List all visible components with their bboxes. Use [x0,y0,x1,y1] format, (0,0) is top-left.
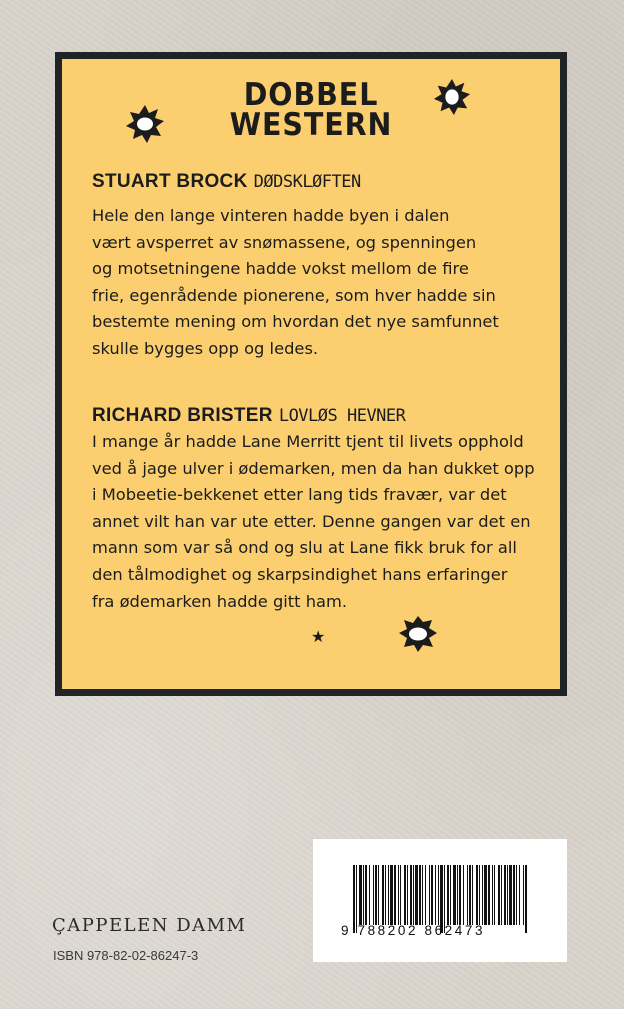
barcode-bar [385,865,386,925]
story-author: STUART BROCK [92,171,248,192]
barcode-bar [382,865,384,925]
story-title: DØDSKLØFTEN [253,172,361,192]
barcode-bar [463,865,464,925]
barcode-bar [398,865,399,925]
barcode-bar [469,865,471,925]
story-stuart-brock [92,168,542,363]
barcode-bar [513,865,515,925]
barcode-bar [459,865,461,925]
barcode-bar [369,865,370,925]
barcode-bar [400,865,401,925]
barcode-bar [507,865,508,925]
bullet-hole-icon [398,614,438,654]
barcode-bar [435,865,436,925]
story-blurb [92,429,542,615]
barcode-bar [410,865,412,925]
barcode-bar [429,865,430,925]
barcode-bar [498,865,500,925]
barcode-bar [450,865,451,925]
blurb-line: frie, egenrådende pionerene, som hver hadde sin [92,285,496,305]
story-heading [92,168,542,195]
barcode-bar [378,865,379,925]
barcode-bar [415,865,418,925]
barcode-bar [453,865,456,925]
story-author: RICHARD BRISTER [92,405,273,426]
barcode-bar [492,865,493,925]
blurb-line: fra ødemarken hadde gitt ham. [92,591,348,611]
barcode-bar [501,865,502,925]
bullet-hole-icon [433,78,471,116]
barcode-bar [467,865,468,925]
barcode-bar [394,865,396,925]
isbn-text: ISBN 978-82-02-86247-3 [53,948,199,963]
publisher-logo: ÇAPPELEN DAMM [52,915,247,936]
barcode-bar [419,865,421,925]
star-icon: ★ [311,627,326,646]
bullet-hole-icon [125,104,165,144]
barcode-bar [373,865,374,925]
barcode-number: 9 788202 862473 [341,923,486,938]
barcode-bar [375,865,377,925]
logo-line-2: WESTERN [229,107,393,143]
barcode-bar [388,865,389,925]
barcode-bar [425,865,426,925]
blurb-line: i Mobeetie-bekkenet etter lang tids fravær, var det [92,485,507,505]
blurb-line: I mange år hadde Lane Merritt tjent til livets opphold [92,432,524,451]
barcode-bar [504,865,506,925]
back-cover-panel [55,52,567,696]
barcode-bar [479,865,480,925]
logo-line-1: DOBBEL [243,77,379,113]
barcode-bar [476,865,478,925]
barcode-bar [482,865,483,925]
barcode-bar [494,865,495,925]
blurb-line: ved å jage ulver i ødemarken, men da han dukket opp [92,458,535,478]
blurb-line: skulle bygges opp og ledes. [92,338,319,358]
story-title: LOVLØS HEVNER [278,406,406,426]
barcode-bar [438,865,439,925]
story-richard-brister [92,402,542,615]
barcode-bar [523,865,524,925]
barcode-bar [407,865,408,925]
barcode-bar [422,865,423,925]
barcode-bar [484,865,487,925]
panel-inner [62,59,560,689]
blurb-line: bestemte mening om hvordan det nye samfunnet [92,312,499,332]
barcode-bar [404,865,406,925]
barcode-bar [519,865,520,925]
barcode-bar [447,865,449,925]
barcode-bar [365,865,367,925]
barcode-bar [363,865,364,925]
barcode-bar [516,865,517,925]
blurb-line: mann som var så ond og slu at Lane fikk bruk for all [92,538,517,558]
barcode-bar [488,865,490,925]
story-heading [92,402,542,429]
blurb-line: Hele den lange vinteren hadde byen i dalen [92,206,450,225]
barcode-bar [359,865,362,925]
barcode-box [313,839,567,962]
story-blurb [92,203,542,363]
blurb-line: den tålmodighet og skarpsindighet hans erfaringer [92,564,508,584]
barcode-bar [457,865,458,925]
blurb-line: og motsetningene hadde vokst mellom de fire [92,259,469,279]
barcode-bar [525,865,527,933]
barcode-bar [509,865,512,925]
barcode-bar [413,865,414,925]
barcode-bar [390,865,393,925]
blurb-line: annet vilt han var ute etter. Denne gangen var det en [92,511,531,531]
barcode-bar [431,865,433,925]
blurb-line: vært avsperret av snømassene, og spenningen [92,232,477,252]
barcode-bar [472,865,473,925]
